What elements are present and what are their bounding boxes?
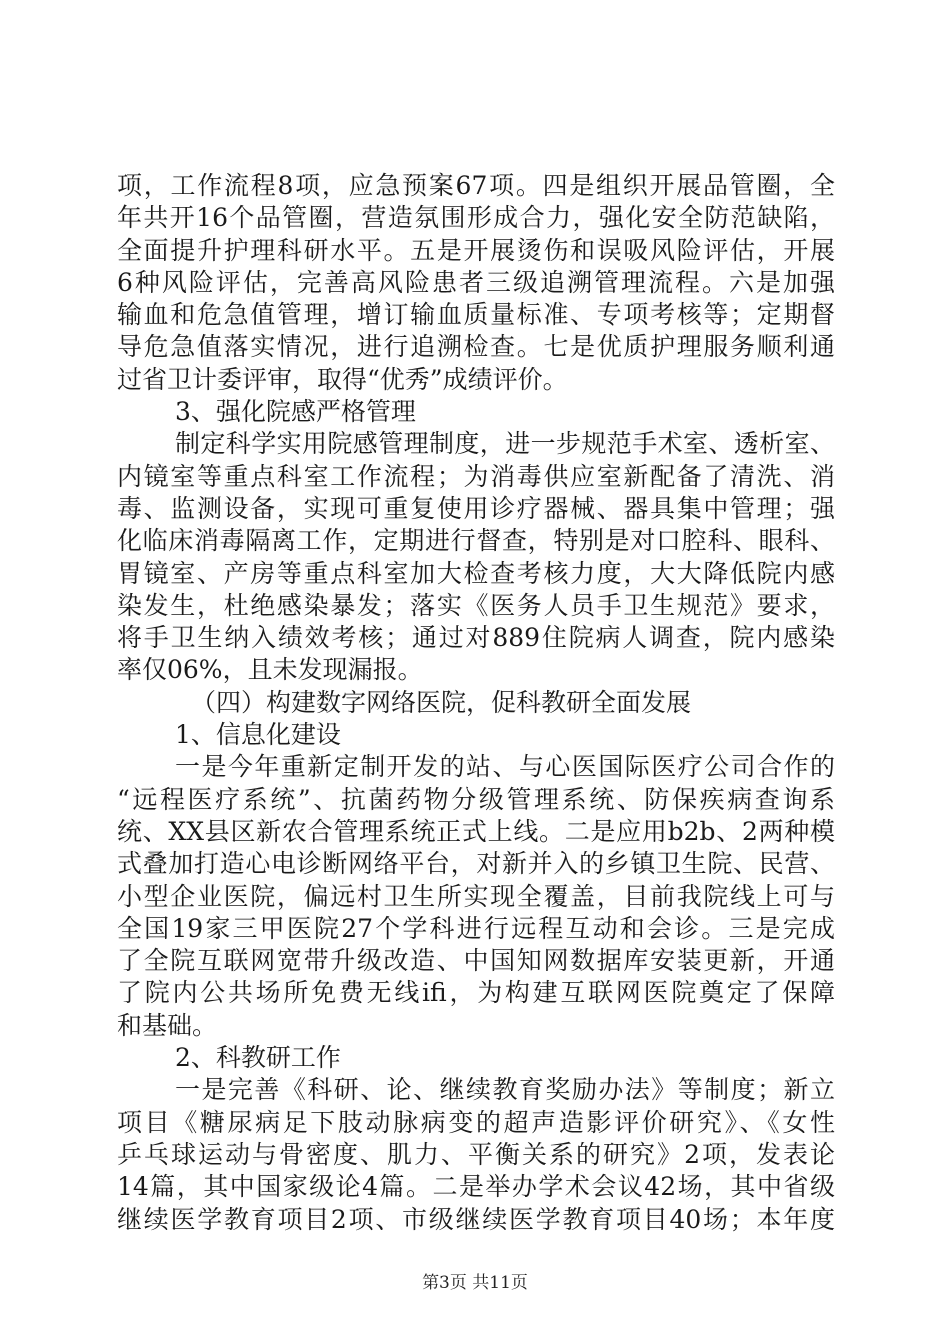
text-line: 率仅06%，且未发现漏报。	[117, 655, 423, 685]
text-line: 一是今年重新定制开发的站、与心医国际医疗公司合作的	[175, 752, 835, 782]
text-line: 14篇，其中国家级论4篇。二是举办学术会议42场，其中省级	[117, 1172, 835, 1202]
text-line: 乒乓球运动与骨密度、肌力、平衡关系的研究》2项，发表论	[117, 1139, 835, 1169]
text-line: 式叠加打造心电诊断网络平台，对新并入的乡镇卫生院、民营、	[117, 849, 835, 879]
text-line: 化临床消毒隔离工作，定期进行督查，特别是对口腔科、眼科、	[117, 526, 835, 556]
section-heading: 2、科教研工作	[175, 1043, 341, 1073]
text-line: 输血和危急值管理，增订输血质量标准、专项考核等；定期督	[117, 300, 835, 330]
text-line: 胃镜室、产房等重点科室加大检查考核力度，大大降低院内感	[117, 558, 835, 588]
page-number-footer: 第3页 共11页	[422, 1273, 528, 1293]
text-line: 过省卫计委评审，取得“优秀”成绩评价。	[117, 364, 568, 394]
text-line: 导危急值落实情况，进行追溯检查。七是优质护理服务顺利通	[117, 332, 835, 362]
text-line: 和基础。	[117, 1010, 218, 1040]
text-line: 一是完善《科研、论、继续教育奖励办法》等制度；新立	[175, 1075, 835, 1105]
text-line: 继续医学教育项目2项、市级继续医学教育项目40场；本年度	[117, 1204, 835, 1234]
text-line: 项，工作流程8项，应急预案67项。四是组织开展品管圈，全	[117, 171, 835, 200]
text-line: 全国19家三甲医院27个学科进行远程互动和会诊。三是完成	[117, 913, 835, 943]
text-line: 项目《糖尿病足下肢动脉病变的超声造影评价研究》、《女性	[117, 1107, 835, 1137]
text-line: 将手卫生纳入绩效考核；通过对889住院病人调查，院内感染	[117, 623, 835, 653]
text-line: 了院内公共场所免费无线ifi，为构建互联网医院奠定了保障	[117, 978, 835, 1008]
text-line: 小型企业医院，偏远村卫生所实现全覆盖，目前我院线上可与	[117, 881, 835, 911]
text-line: 毒、监测设备，实现可重复使用诊疗器械、器具集中管理；强	[117, 493, 835, 523]
text-line: 内镜室等重点科室工作流程；为消毒供应室新配备了清洗、消	[117, 461, 835, 491]
text-line: 染发生，杜绝感染暴发；落实《医务人员手卫生规范》要求，	[117, 590, 835, 620]
section-heading: 1、信息化建设	[175, 720, 341, 750]
text-line: 年共开16个品管圈，营造氛围形成合力，强化安全防范缺陷，	[117, 203, 835, 233]
document-body	[117, 170, 835, 1236]
text-line: 全面提升护理科研水平。五是开展烫伤和误吸风险评估，开展	[117, 235, 835, 265]
section-heading: 3、强化院感严格管理	[175, 397, 416, 427]
text-line: 6种风险评估，完善高风险患者三级追溯管理流程。六是加强	[117, 267, 835, 297]
text-line: 了全院互联网宽带升级改造、中国知网数据库安装更新，开通	[117, 946, 835, 976]
text-line: 制定科学实用院感管理制度，进一步规范手术室、透析室、	[175, 429, 835, 459]
text-line: 统、XX县区新农合管理系统正式上线。二是应用b2b、2两种模	[117, 816, 835, 846]
text-line: “远程医疗系统”、抗菌药物分级管理系统、防保疾病查询系	[117, 784, 835, 814]
section-heading: （四）构建数字网络医院，促科教研全面发展	[191, 687, 692, 717]
